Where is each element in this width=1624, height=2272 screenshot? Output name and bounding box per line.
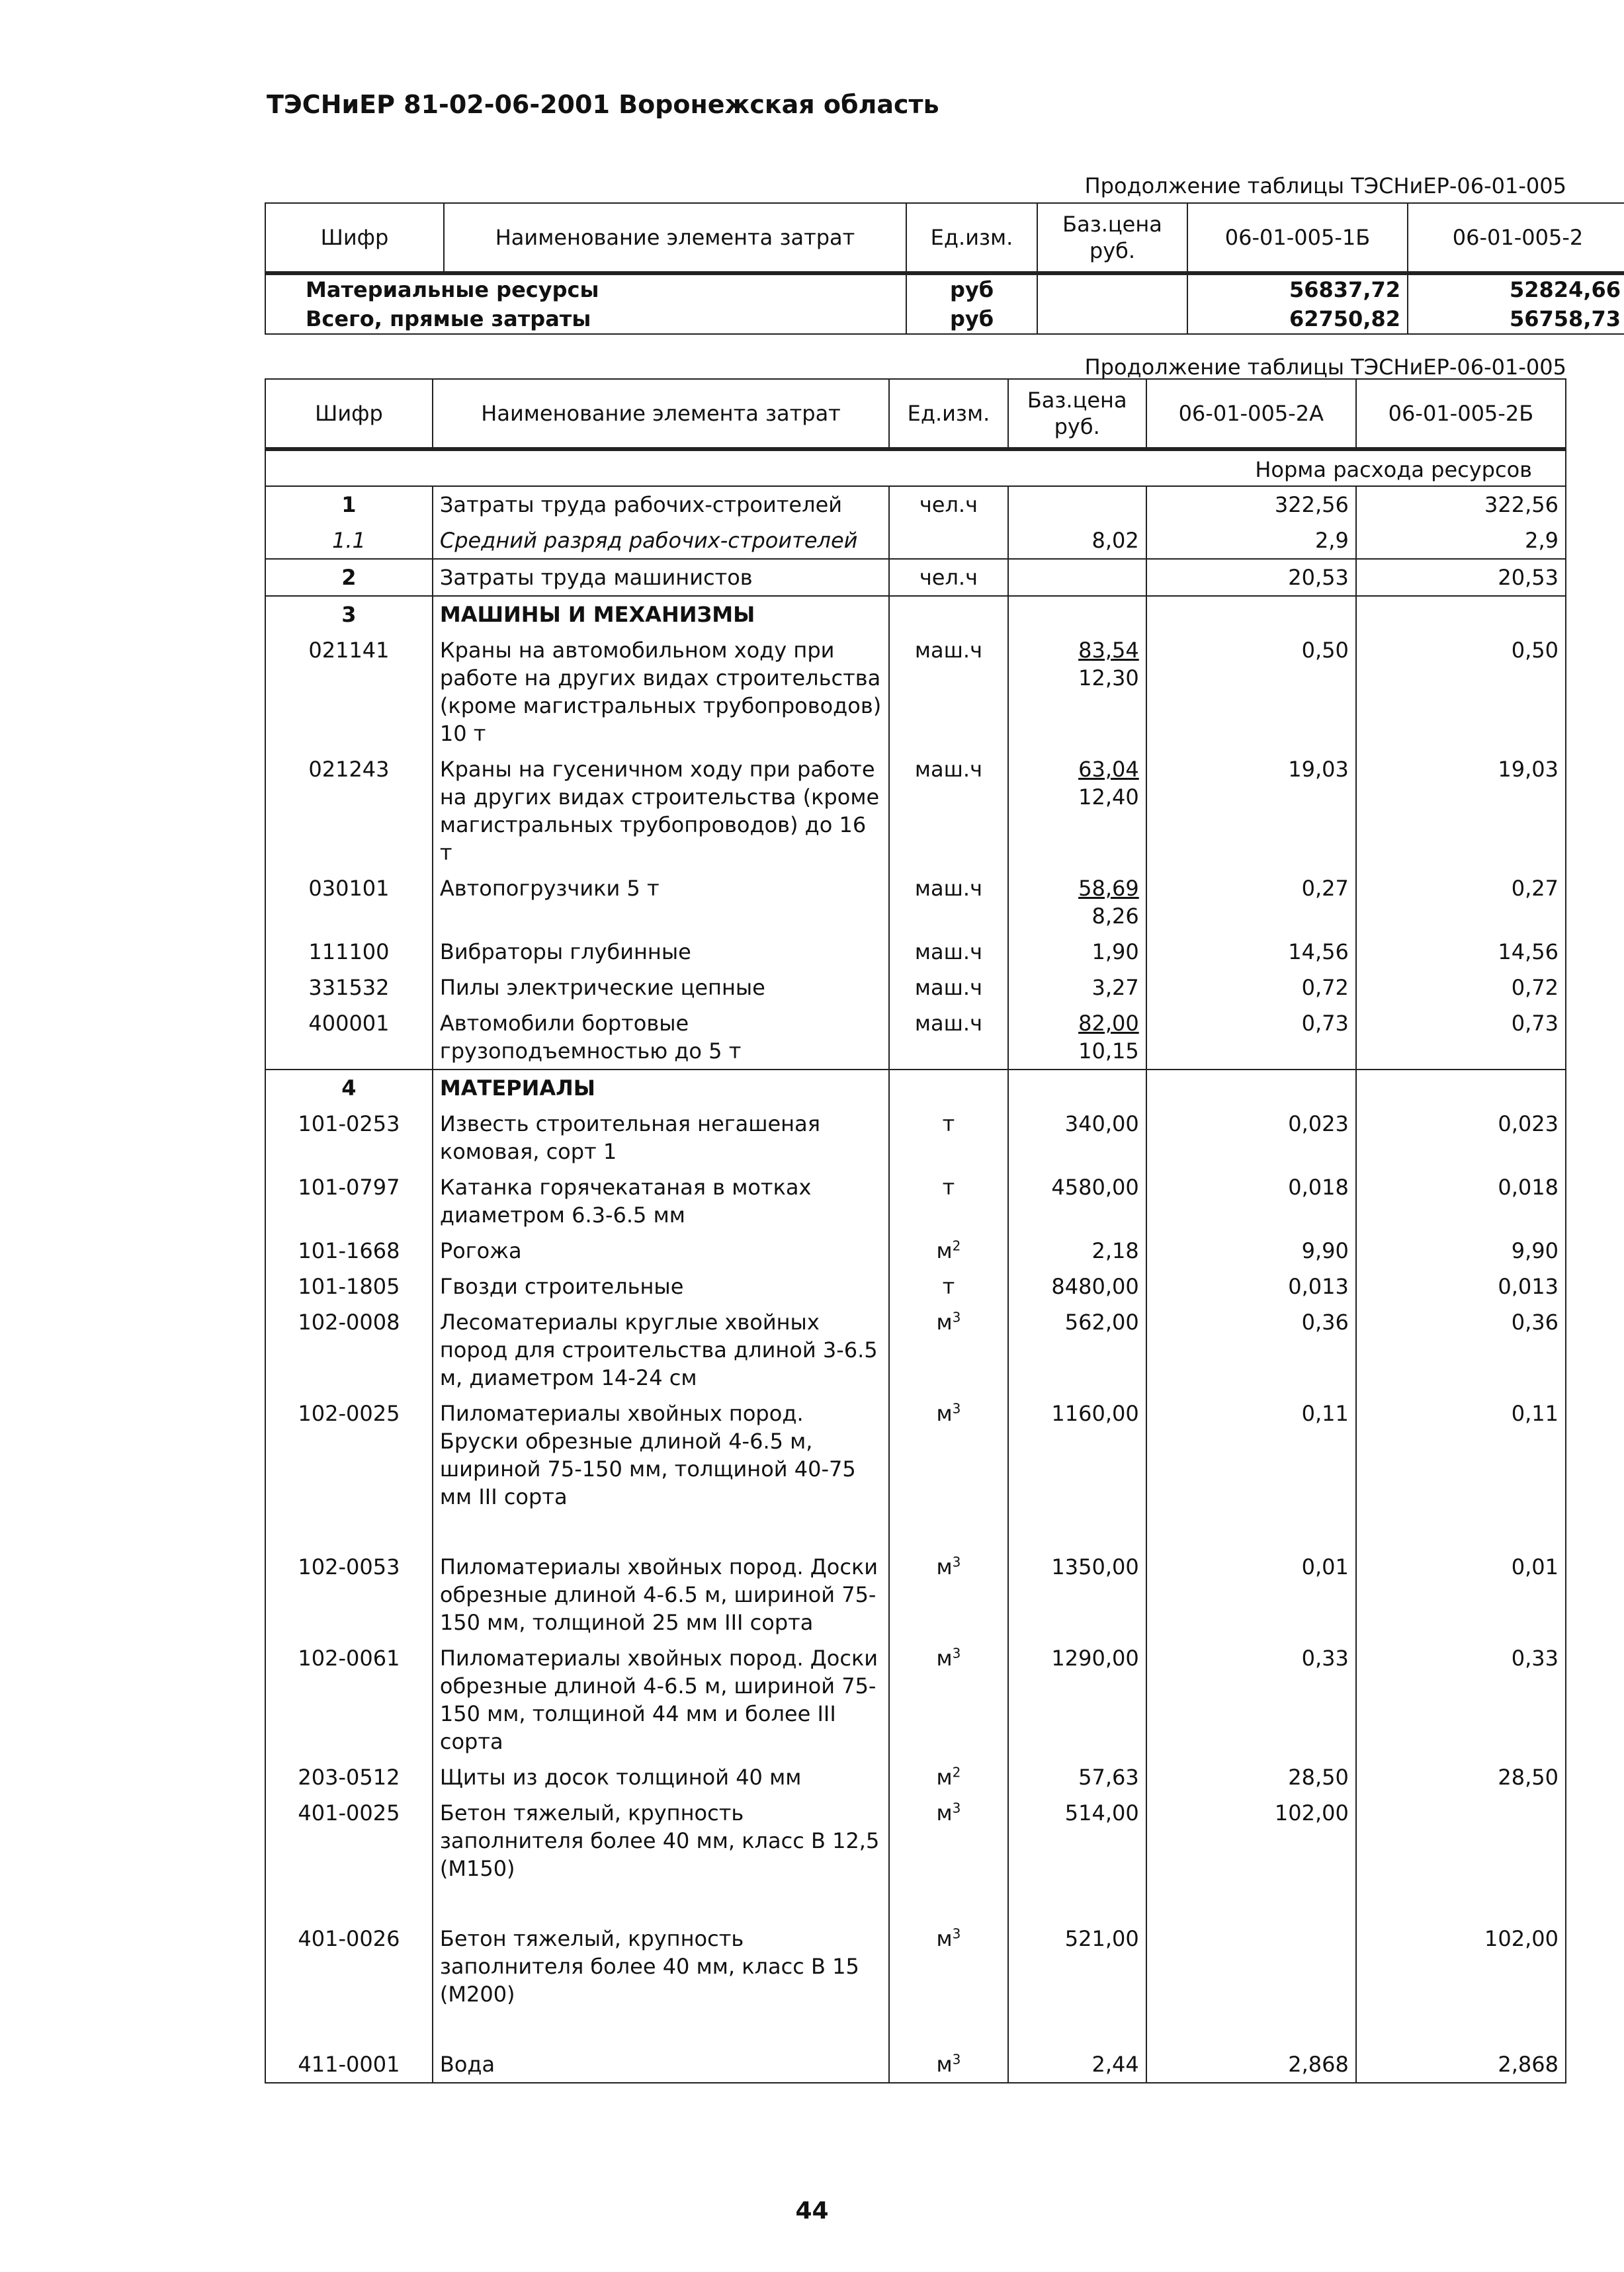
row-price: 1350,00 <box>1008 1549 1146 1640</box>
row-value: 0,27 <box>1356 870 1566 934</box>
row-price: 8480,00 <box>1008 1269 1146 1304</box>
row-value: 0,01 <box>1356 1549 1566 1640</box>
table-row <box>265 1304 1566 1396</box>
row-value: 0,36 <box>1146 1304 1356 1396</box>
row-code: 021243 <box>265 751 433 870</box>
row-code: 021141 <box>265 632 433 751</box>
section-code: 3 <box>265 596 433 632</box>
row-name: Пилы электрические цепные <box>433 970 889 1005</box>
table-row <box>265 2046 1566 2083</box>
row-name: Всего, прямые затраты <box>265 304 906 334</box>
row-name: Вибраторы глубинные <box>433 934 889 970</box>
row-name: Вода <box>433 2046 889 2083</box>
table-header-row <box>265 379 1566 449</box>
table-header-row <box>265 203 1624 273</box>
row-code: 101-1668 <box>265 1233 433 1269</box>
row-code: 030101 <box>265 870 433 934</box>
row-price: 521,00 <box>1008 1921 1146 2012</box>
row-unit: $м^3$ <box>889 1921 1007 2012</box>
table-row <box>265 1549 1566 1640</box>
table-row <box>265 486 1566 523</box>
row-value: 2,868 <box>1356 2046 1566 2083</box>
row-value: 2,868 <box>1146 2046 1356 2083</box>
row-price <box>1008 559 1146 596</box>
row-unit: $м^3$ <box>889 1304 1007 1396</box>
row-value: 9,90 <box>1356 1233 1566 1269</box>
row-value: 322,56 <box>1356 486 1566 523</box>
row-unit: руб <box>906 304 1037 334</box>
column-header: Шифр <box>265 203 444 273</box>
row-code: 102-0008 <box>265 1304 433 1396</box>
row-price: 57,63 <box>1008 1759 1146 1795</box>
row-name: Краны на гусеничном ходу при работе на других видах строительства (кроме магистральных трубопроводов) до 16 т <box>433 751 889 870</box>
table-caption: Продолжение таблицы ТЭСНиЕР-06-01-005 <box>1084 173 1566 198</box>
section-row <box>265 1070 1566 1106</box>
row-name: Краны на автомобильном ходу при работе на других видах строительства (кроме магистральных трубопроводов) 10 т <box>433 632 889 751</box>
row-code: 401-0026 <box>265 1921 433 2012</box>
row-name: Пиломатериалы хвойных пород. Доски обрезные длиной 4-6.5 м, шириной 75-150 мм, толщиной 44 мм и более III сорта <box>433 1640 889 1759</box>
row-value: 0,013 <box>1146 1269 1356 1304</box>
row-code: 1.1 <box>265 523 433 559</box>
table-row <box>265 1269 1566 1304</box>
row-price: 8,02 <box>1008 523 1146 559</box>
row-unit: $м^3$ <box>889 1549 1007 1640</box>
row-value: 0,72 <box>1146 970 1356 1005</box>
column-header: 06-01-005-2 <box>1408 203 1624 273</box>
row-code: 101-0797 <box>265 1169 433 1233</box>
row-code: 331532 <box>265 970 433 1005</box>
table-caption: Продолжение таблицы ТЭСНиЕР-06-01-005 <box>1084 355 1566 380</box>
row-code: 203-0512 <box>265 1759 433 1795</box>
column-header: Наименование элемента затрат <box>433 379 889 449</box>
row-value <box>1146 1921 1356 2012</box>
row-code: 411-0001 <box>265 2046 433 2083</box>
row-price: 2,44 <box>1008 2046 1146 2083</box>
column-header: 06-01-005-1Б <box>1187 203 1408 273</box>
row-price <box>1037 304 1187 334</box>
section-title: МАТЕРИАЛЫ <box>433 1070 889 1106</box>
row-value: 0,11 <box>1356 1396 1566 1515</box>
row-value: 0,50 <box>1356 632 1566 751</box>
section-row <box>265 596 1566 632</box>
table-row <box>265 559 1566 596</box>
row-name: Автопогрузчики 5 т <box>433 870 889 934</box>
column-header: Шифр <box>265 379 433 449</box>
column-header: 06-01-005-2Б <box>1356 379 1566 449</box>
row-value <box>1356 1795 1566 1886</box>
row-unit: маш.ч <box>889 870 1007 934</box>
column-header: Баз.цена руб. <box>1037 203 1187 273</box>
table-row <box>265 751 1566 870</box>
table-row <box>265 1005 1566 1070</box>
summary-table <box>265 202 1624 335</box>
table-row <box>265 1640 1566 1759</box>
row-price: 340,00 <box>1008 1106 1146 1169</box>
row-unit <box>889 523 1007 559</box>
table-row <box>265 1795 1566 1886</box>
row-price <box>1037 273 1187 304</box>
row-price: 1160,00 <box>1008 1396 1146 1515</box>
row-unit: маш.ч <box>889 1005 1007 1070</box>
row-value: 0,50 <box>1146 632 1356 751</box>
page-title: ТЭСНиЕР 81-02-06-2001 Воронежская область <box>267 90 939 119</box>
row-name: Затраты труда машинистов <box>433 559 889 596</box>
norm-label-row <box>265 449 1566 486</box>
row-name: Средний разряд рабочих-строителей <box>433 523 889 559</box>
row-unit: $м^3$ <box>889 1795 1007 1886</box>
row-value: 28,50 <box>1356 1759 1566 1795</box>
row-price: 1,90 <box>1008 934 1146 970</box>
row-value: 0,018 <box>1356 1169 1566 1233</box>
row-value: 2,9 <box>1356 523 1566 559</box>
row-value: 0,018 <box>1146 1169 1356 1233</box>
row-unit: чел.ч <box>889 486 1007 523</box>
table-row <box>265 1106 1566 1169</box>
row-name: Щиты из досок толщиной 40 мм <box>433 1759 889 1795</box>
row-unit: маш.ч <box>889 970 1007 1005</box>
row-value: 102,00 <box>1146 1795 1356 1886</box>
row-value: 20,53 <box>1356 559 1566 596</box>
row-code: 401-0025 <box>265 1795 433 1886</box>
row-code: 1 <box>265 486 433 523</box>
table-row <box>265 523 1566 559</box>
section-code: 4 <box>265 1070 433 1106</box>
row-unit: маш.ч <box>889 751 1007 870</box>
table-row <box>265 870 1566 934</box>
row-value: 0,36 <box>1356 1304 1566 1396</box>
row-value: 9,90 <box>1146 1233 1356 1269</box>
row-unit: $м^3$ <box>889 1396 1007 1515</box>
row-code: 102-0053 <box>265 1549 433 1640</box>
column-header: Ед.изм. <box>906 203 1037 273</box>
row-price: 58,69 8,26 <box>1008 870 1146 934</box>
row-unit: маш.ч <box>889 934 1007 970</box>
row-value: 0,013 <box>1356 1269 1566 1304</box>
row-name: Рогожа <box>433 1233 889 1269</box>
row-value: 56837,72 <box>1187 273 1408 304</box>
row-price: 2,18 <box>1008 1233 1146 1269</box>
row-code: 400001 <box>265 1005 433 1070</box>
row-unit: чел.ч <box>889 559 1007 596</box>
row-name: Материальные ресурсы <box>265 273 906 304</box>
row-name: Автомобили бортовые грузоподъемностью до 5 т <box>433 1005 889 1070</box>
row-unit: $м^3$ <box>889 2046 1007 2083</box>
row-name: Катанка горячекатаная в мотках диаметром 6.3-6.5 мм <box>433 1169 889 1233</box>
row-value: 19,03 <box>1356 751 1566 870</box>
row-value: 28,50 <box>1146 1759 1356 1795</box>
row-price <box>1008 486 1146 523</box>
table-row <box>265 970 1566 1005</box>
row-name: Пиломатериалы хвойных пород. Бруски обрезные длиной 4-6.5 м, шириной 75-150 мм, толщиной 40-75 мм III сорта <box>433 1396 889 1515</box>
column-header: Ед.изм. <box>889 379 1007 449</box>
row-price: 63,04 12,40 <box>1008 751 1146 870</box>
row-code: 101-1805 <box>265 1269 433 1304</box>
row-unit: т <box>889 1169 1007 1233</box>
row-unit: $м^2$ <box>889 1759 1007 1795</box>
row-name: Затраты труда рабочих-строителей <box>433 486 889 523</box>
table-row <box>265 273 1624 304</box>
row-value: 19,03 <box>1146 751 1356 870</box>
row-price: 4580,00 <box>1008 1169 1146 1233</box>
row-value: 0,023 <box>1146 1106 1356 1169</box>
table-row <box>265 1921 1566 2012</box>
row-value: 14,56 <box>1146 934 1356 970</box>
table-row <box>265 934 1566 970</box>
column-header: 06-01-005-2А <box>1146 379 1356 449</box>
row-value: 0,73 <box>1146 1005 1356 1070</box>
table-row <box>265 1396 1566 1515</box>
section-title: МАШИНЫ И МЕХАНИЗМЫ <box>433 596 889 632</box>
column-header: Наименование элемента затрат <box>444 203 906 273</box>
row-price: 82,00 10,15 <box>1008 1005 1146 1070</box>
row-value: 52824,66 <box>1408 273 1624 304</box>
row-value: 0,01 <box>1146 1549 1356 1640</box>
row-code: 2 <box>265 559 433 596</box>
row-value: 0,33 <box>1146 1640 1356 1759</box>
row-price: 3,27 <box>1008 970 1146 1005</box>
row-value: 102,00 <box>1356 1921 1566 2012</box>
row-price: 562,00 <box>1008 1304 1146 1396</box>
spacer-row <box>265 1886 1566 1921</box>
row-value: 322,56 <box>1146 486 1356 523</box>
row-unit: маш.ч <box>889 632 1007 751</box>
row-value: 0,72 <box>1356 970 1566 1005</box>
row-unit: $м^2$ <box>889 1233 1007 1269</box>
table-row <box>265 1759 1566 1795</box>
row-code: 111100 <box>265 934 433 970</box>
row-unit: т <box>889 1269 1007 1304</box>
spacer-row <box>265 2012 1566 2046</box>
row-value: 56758,73 <box>1408 304 1624 334</box>
row-value: 0,27 <box>1146 870 1356 934</box>
row-price: 514,00 <box>1008 1795 1146 1886</box>
row-value: 0,33 <box>1356 1640 1566 1759</box>
row-value: 0,11 <box>1146 1396 1356 1515</box>
row-name: Известь строительная негашеная комовая, сорт 1 <box>433 1106 889 1169</box>
page-number: 44 <box>795 2197 829 2224</box>
row-name: Пиломатериалы хвойных пород. Доски обрезные длиной 4-6.5 м, шириной 75-150 мм, толщиной 25 мм III сорта <box>433 1549 889 1640</box>
table-row <box>265 304 1624 334</box>
norm-label: Норма расхода ресурсов <box>265 449 1566 486</box>
row-name: Гвозди строительные <box>433 1269 889 1304</box>
row-value: 62750,82 <box>1187 304 1408 334</box>
row-value: 2,9 <box>1146 523 1356 559</box>
row-value: 20,53 <box>1146 559 1356 596</box>
row-value: 14,56 <box>1356 934 1566 970</box>
row-value: 0,73 <box>1356 1005 1566 1070</box>
row-code: 102-0061 <box>265 1640 433 1759</box>
column-header: Баз.цена руб. <box>1008 379 1146 449</box>
row-name: Бетон тяжелый, крупность заполнителя более 40 мм, класс В 12,5 (М150) <box>433 1795 889 1886</box>
row-code: 101-0253 <box>265 1106 433 1169</box>
row-unit: руб <box>906 273 1037 304</box>
row-value: 0,023 <box>1356 1106 1566 1169</box>
row-name: Лесоматериалы круглые хвойных пород для строительства длиной 3-6.5 м, диаметром 14-24 см <box>433 1304 889 1396</box>
table-row <box>265 1233 1566 1269</box>
row-price: 1290,00 <box>1008 1640 1146 1759</box>
row-unit: т <box>889 1106 1007 1169</box>
row-unit: $м^3$ <box>889 1640 1007 1759</box>
row-code: 102-0025 <box>265 1396 433 1515</box>
resources-table <box>265 378 1566 2083</box>
spacer-row <box>265 1515 1566 1549</box>
table-row <box>265 632 1566 751</box>
table-row <box>265 1169 1566 1233</box>
row-price: 83,54 12,30 <box>1008 632 1146 751</box>
row-name: Бетон тяжелый, крупность заполнителя более 40 мм, класс В 15 (М200) <box>433 1921 889 2012</box>
